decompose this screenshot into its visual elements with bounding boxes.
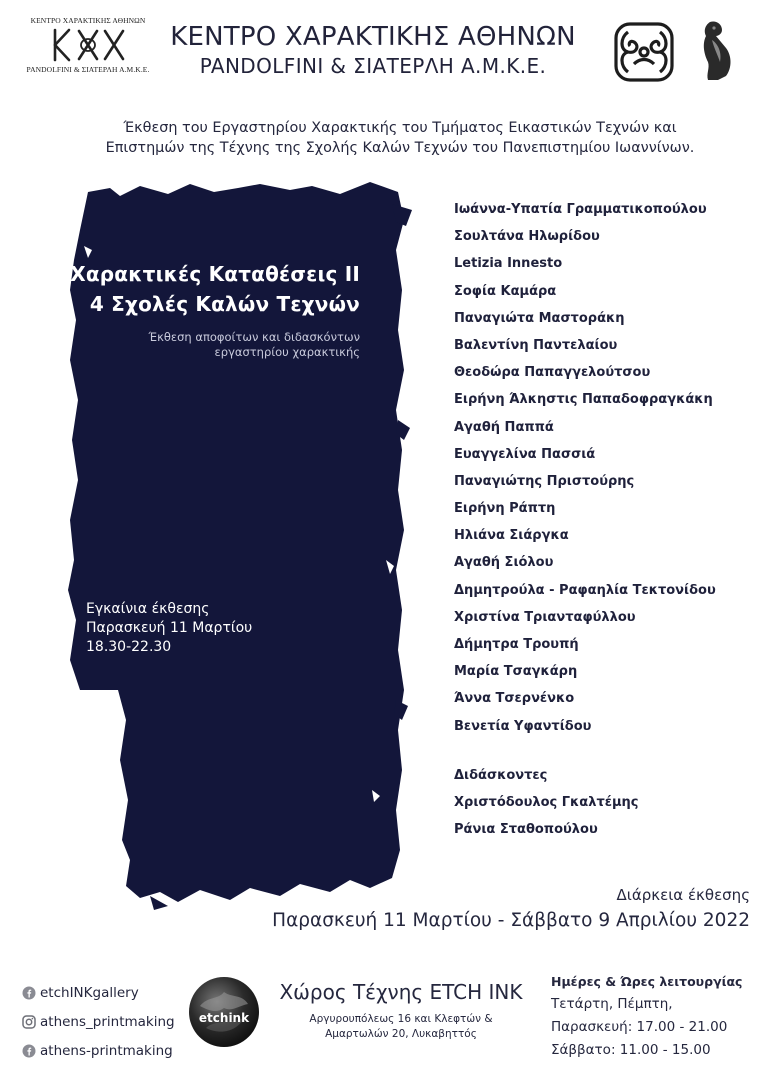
teacher-name: Ράνια Σταθοπούλου bbox=[454, 822, 598, 837]
social-link-text: athens_printmaking bbox=[40, 1013, 175, 1030]
intro-line2: Επιστημών της Τέχνης της Σχολής Καλών Τεχνών του Πανεπιστημίου Ιωαννίνων. bbox=[105, 140, 695, 156]
exhibition-subtitle bbox=[30, 330, 360, 360]
duration-label: Διάρκεια έκθεσης bbox=[616, 886, 750, 904]
artist-name: Ιωάννα-Υπατία Γραμματικοπούλου bbox=[454, 202, 707, 217]
artist-name: Ειρήνη Άλκηστις Παπαδοφραγκάκη bbox=[454, 392, 713, 408]
artist-name: Δημητρούλα - Ραφαηλία Τεκτονίδου bbox=[454, 582, 716, 598]
artist-name: Βενετία Υφαντίδου bbox=[454, 718, 592, 734]
instagram-icon bbox=[22, 1015, 36, 1029]
social-link-instagram[interactable] bbox=[22, 1007, 175, 1036]
logo-caption-bottom: PANDOLFINI & ΣΙΑΤΕΡΛΗ Α.Μ.Κ.Ε. bbox=[26, 65, 150, 74]
duration-dates: Παρασκευή 11 Μαρτίου - Σάββατο 9 Απριλίου 2022 bbox=[272, 910, 750, 931]
social-link-facebook-printmaking[interactable] bbox=[22, 1036, 175, 1065]
exhibition-title-block bbox=[30, 262, 360, 360]
opening-label: Εγκαίνια έκθεσης bbox=[86, 601, 210, 617]
artist-name: Παναγιώτα Μαστοράκη bbox=[454, 310, 625, 326]
social-link-text: etchINKgallery bbox=[40, 984, 139, 1001]
artist-name: Βαλεντίνη Παντελαίου bbox=[454, 337, 618, 353]
venue-info bbox=[264, 980, 538, 1042]
venue-name: Χώρος Τέχνης ETCH INK bbox=[279, 980, 523, 1004]
etchink-logo-text: etchink bbox=[198, 1011, 250, 1025]
teacher-name: Χριστόδουλος Γκαλτέμης bbox=[454, 795, 639, 810]
artist-name: Σουλτάνα Ηλωρίδου bbox=[454, 229, 600, 245]
facebook-icon bbox=[22, 986, 36, 1000]
opening-hours bbox=[551, 974, 742, 1062]
social-link-text: athens-printmaking bbox=[40, 1042, 173, 1059]
teachers-list bbox=[454, 766, 754, 847]
exhibition-subtitle-line1: Έκθεση αποφοίτων και διδασκόντων bbox=[148, 330, 360, 344]
artist-name: Αγαθή Παππά bbox=[454, 419, 554, 435]
opening-time: 18.30-22.30 bbox=[86, 639, 172, 655]
facebook-icon bbox=[22, 1044, 36, 1058]
venue-address-line1: Αργυρουπόλεως 16 και Κλεφτών & bbox=[309, 1013, 493, 1025]
logo-caption-top: ΚΕΝΤΡΟ ΧΑΡΑΚΤΙΚΗΣ ΑΘΗΝΩΝ bbox=[30, 16, 146, 25]
artist-name: Σοφία Καμάρα bbox=[454, 283, 557, 299]
header-title-line2: PANDOLFINI & ΣΙΑΤΕΡΛΗ Α.Μ.Κ.Ε. bbox=[199, 54, 547, 78]
opening-info bbox=[86, 600, 252, 657]
venue-address bbox=[264, 1012, 538, 1042]
artist-name: Ειρήνη Ράπτη bbox=[454, 501, 556, 517]
artist-name: Μαρία Τσαγκάρη bbox=[454, 664, 578, 680]
etchink-logo bbox=[188, 976, 260, 1048]
artist-name: Άννα Τσερνένκο bbox=[454, 691, 575, 707]
artist-name: Letizia Innesto bbox=[454, 256, 563, 272]
artist-name: Χριστίνα Τριανταφύλλου bbox=[454, 609, 636, 625]
hours-line: Σάββατο: 11.00 - 15.00 bbox=[551, 1042, 711, 1058]
teachers-label: Διδάσκοντες bbox=[454, 768, 548, 783]
artist-name: Θεοδώρα Παπαγγελούτσου bbox=[454, 365, 651, 381]
artist-name: Αγαθή Σιόλου bbox=[454, 555, 554, 571]
exhibition-title-line2: 4 Σχολές Καλών Τεχνών bbox=[89, 292, 360, 316]
artist-name: Παναγιώτης Πριστούρης bbox=[454, 473, 635, 489]
social-link-facebook-gallery[interactable] bbox=[22, 978, 175, 1007]
artist-name: Ευαγγελίνα Πασσιά bbox=[454, 446, 596, 462]
opening-date: Παρασκευή 11 Μαρτίου bbox=[86, 620, 253, 636]
intro-line1: Έκθεση του Εργαστηρίου Χαρακτικής του Τμήματος Εικαστικών Τεχνών και bbox=[123, 120, 677, 136]
exhibition-subtitle-line2: εργαστηρίου χαρακτικής bbox=[214, 345, 360, 359]
artist-name: Δήμητρα Τρουπή bbox=[454, 637, 579, 652]
exhibition-title-line1: Χαρακτικές Καταθέσεις ΙΙ bbox=[70, 262, 360, 286]
venue-address-line2: Αμαρτωλών 20, Λυκαβηττός bbox=[325, 1028, 477, 1040]
social-links bbox=[22, 978, 175, 1065]
artist-name: Ηλιάνα Σιάργκα bbox=[454, 528, 569, 544]
hours-line: Τετάρτη, Πέμπτη, bbox=[551, 996, 673, 1012]
hours-title: Ημέρες & Ώρες λειτουργίας bbox=[551, 974, 743, 989]
header-title-line1: ΚΕΝΤΡΟ ΧΑΡΑΚΤΙΚΗΣ ΑΘΗΝΩΝ bbox=[170, 22, 576, 52]
artists-list bbox=[454, 200, 754, 744]
hours-line: Παρασκευή: 17.00 - 21.00 bbox=[551, 1019, 728, 1035]
exhibition-duration bbox=[272, 886, 750, 931]
